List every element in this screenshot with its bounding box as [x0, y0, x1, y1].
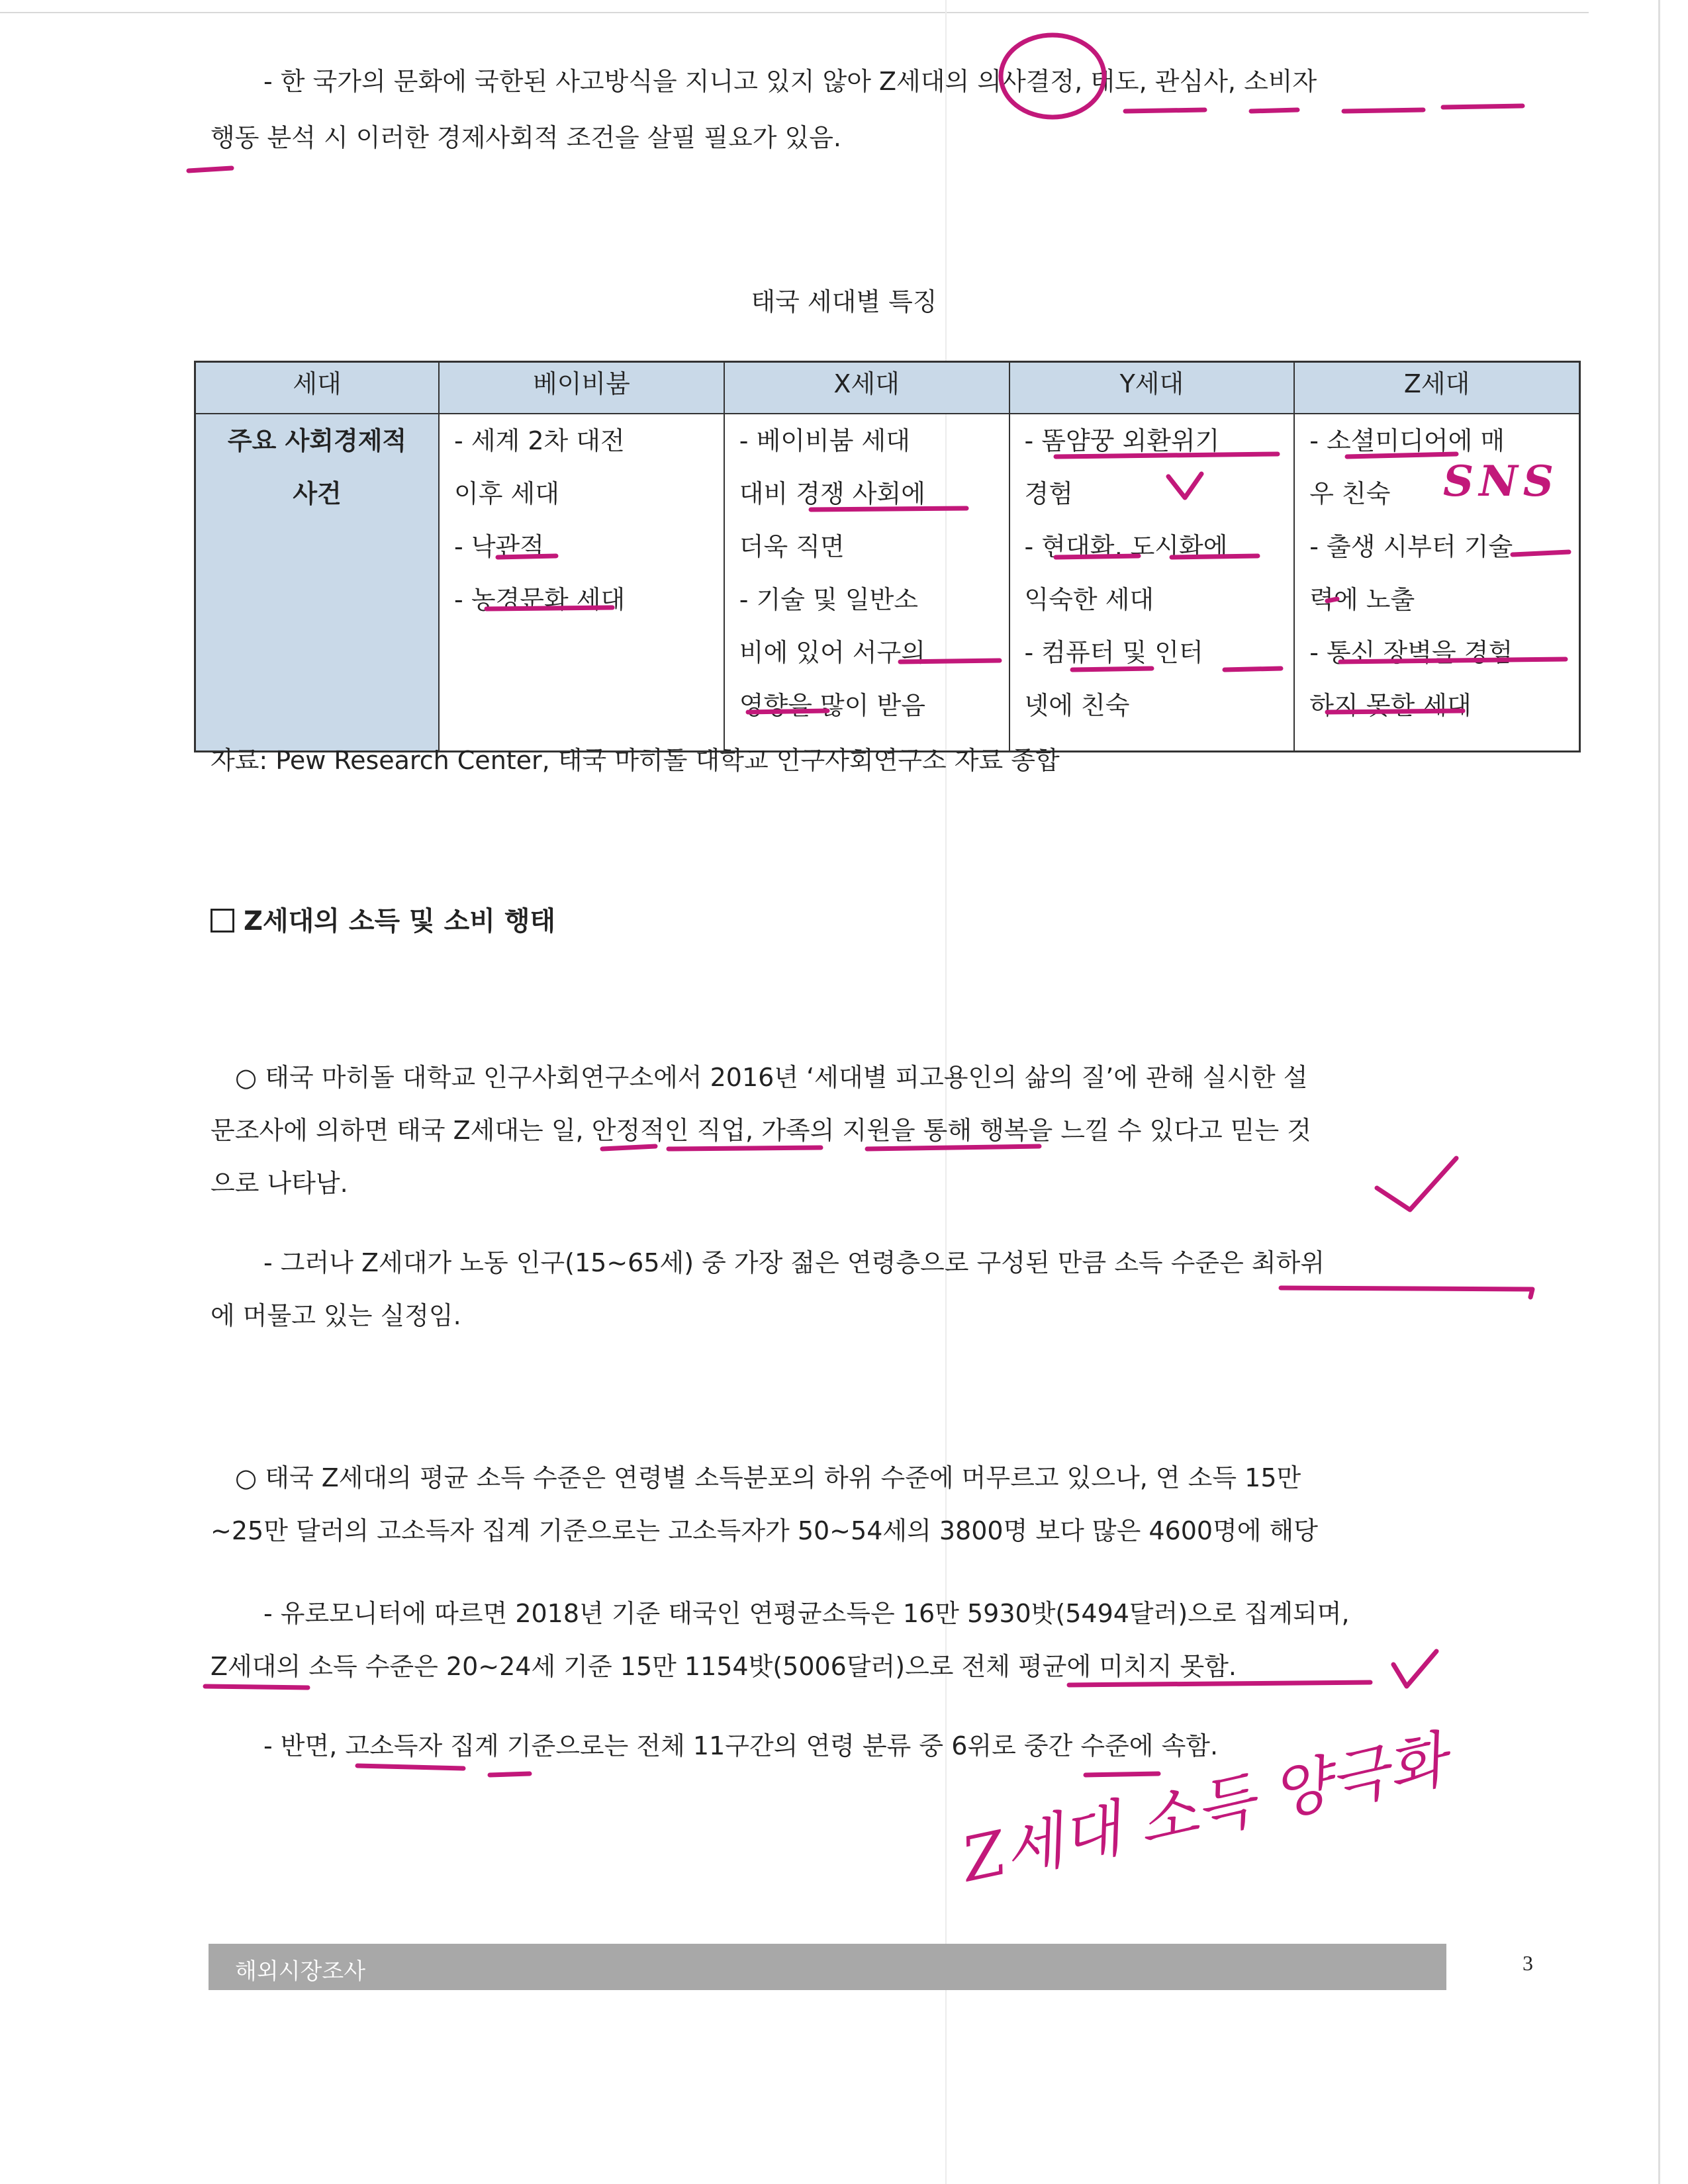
paragraph-line: 문조사에 의하면 태국 Z세대는 일, 안정적인 직업, 가족의 지원을 통해 행복을 느낄 수 있다고 믿는 것: [211, 1116, 1311, 1145]
cell-line: - 똠얌꿍 외환위기: [1024, 426, 1220, 455]
paragraph-line: 으로 나타남.: [211, 1169, 348, 1198]
handwritten-note-bottom: Z세대 소득 양극화: [956, 1723, 1453, 1896]
underline-mark: [867, 1146, 1039, 1149]
paragraph-line: ○ 태국 Z세대의 평균 소득 수준은 연령별 소득분포의 하위 수준에 머무르고 있으나, 연 소득 15만: [235, 1463, 1301, 1492]
section-heading: [211, 900, 555, 938]
header-generation: 세대: [195, 362, 440, 414]
cell-gen-x: [724, 414, 1009, 752]
underline-mark: [357, 1766, 530, 1775]
row-header-events: [195, 414, 440, 752]
cell-line: 경험: [1024, 479, 1073, 508]
table-row: [195, 414, 1580, 752]
underline-mark: [1443, 106, 1523, 107]
underline-mark: [669, 1148, 821, 1149]
underline-mark: [1251, 110, 1297, 111]
scan-right-edge: [1658, 0, 1660, 2184]
paragraph-line: Z세대의 소득 수준은 20~24세 기준 15만 1154밧(5006달러)으로 전체 평균에 미치지 못함.: [211, 1652, 1237, 1681]
footer-label: 해외시장조사: [235, 1959, 366, 1984]
footer-bar: [209, 1944, 1446, 1990]
cell-line: 영향을 많이 받음: [739, 691, 925, 720]
cell-line: 력에 노출: [1309, 585, 1415, 614]
cell-line: 익숙한 세대: [1024, 585, 1154, 614]
underline-mark: [602, 1146, 655, 1149]
header-gen-x: X세대: [724, 362, 1009, 414]
underline-mark: [1281, 1288, 1532, 1297]
cell-line: - 통신 장벽을 경험: [1309, 638, 1513, 667]
intro-line-1: - 한 국가의 문화에 국한된 사고방식을 지니고 있지 않아 Z세대의 의사결정, 태도, 관심사, 소비자: [263, 67, 1317, 96]
intro-line-2: 행동 분석 시 이러한 경제사회적 조건을 살필 필요가 있음.: [211, 123, 841, 152]
table-caption: 태국 세대별 특징: [751, 287, 937, 316]
cell-line: 이후 세대: [454, 479, 559, 508]
cell-line: [454, 691, 709, 744]
check-mark: [1377, 1158, 1456, 1210]
cell-line: 대비 경쟁 사회에: [739, 479, 925, 508]
paragraph-line: ~25만 달러의 고소득자 집계 기준으로는 고소득자가 50~54세의 3800명 보다 많은 4600명에 해당: [211, 1516, 1318, 1545]
cell-line: 넷에 친숙: [1024, 691, 1130, 720]
handwritten-note-sns: SNS: [1443, 457, 1559, 506]
scan-top-edge: [0, 12, 1589, 13]
paragraph-line: ○ 태국 마히돌 대학교 인구사회연구소에서 2016년 ‘세대별 피고용인의 삶의 질’에 관해 실시한 설: [235, 1063, 1308, 1092]
page-number: 3: [1523, 1951, 1533, 1975]
cell-line: - 소셜미디어에 매: [1309, 426, 1505, 455]
paragraph-line: - 유로모니터에 따르면 2018년 기준 태국인 연평균소득은 16만 5930밧(5494달러)으로 집계되며,: [263, 1599, 1350, 1628]
check-mark: [1393, 1651, 1436, 1686]
paragraph-line: - 그러나 Z세대가 노동 인구(15~65세) 중 가장 젊은 연령층으로 구성된 만큼 소득 수준은 최하위: [263, 1248, 1325, 1277]
paragraph-line: 에 머물고 있는 실정임.: [211, 1301, 461, 1330]
cell-line: - 기술 및 일반소: [739, 585, 918, 614]
cell-babyboom: [439, 414, 724, 752]
cell-line: - 베이비붐 세대: [739, 426, 910, 455]
cell-line: - 낙관적: [454, 532, 544, 561]
header-gen-z: Z세대: [1294, 362, 1579, 414]
underline-mark: [1125, 110, 1205, 111]
row-header-line: 사건: [293, 479, 342, 508]
underline-mark: [205, 1686, 308, 1688]
cell-line: 우 친숙: [1309, 479, 1391, 508]
cell-line: - 세계 2차 대전: [454, 426, 625, 455]
header-gen-y: Y세대: [1009, 362, 1295, 414]
section-title: Z세대의 소득 및 소비 행태: [244, 906, 556, 936]
table-source: 자료: Pew Research Center, 태국 마히돌 대학교 인구사회연구소 자료 종합: [211, 746, 1060, 775]
row-header-line: 주요 사회경제적: [227, 426, 407, 455]
cell-line: - 농경문화 세대: [454, 585, 626, 614]
checkbox-icon: [211, 909, 234, 933]
table-header-row: [195, 362, 1580, 414]
cell-line: - 컴퓨터 및 인터: [1024, 638, 1203, 667]
cell-line: - 현대화, 도시화에: [1024, 532, 1228, 561]
cell-line: 하지 못한 세대: [1309, 691, 1472, 720]
cell-line: 비에 있어 서구의: [739, 638, 925, 667]
cell-line: 더욱 직면: [739, 532, 845, 561]
paragraph-line: - 반면, 고소득자 집계 기준으로는 전체 11구간의 연령 분류 중 6위로 중간 수준에 속함.: [263, 1731, 1219, 1760]
generation-table: [194, 361, 1581, 752]
header-babyboom: 베이비붐: [439, 362, 724, 414]
underline-mark: [189, 168, 232, 171]
underline-mark: [1069, 1682, 1370, 1685]
cell-line: [454, 638, 709, 691]
cell-line: - 출생 시부터 기술: [1309, 532, 1513, 561]
cell-gen-y: [1009, 414, 1295, 752]
underline-mark: [1344, 110, 1423, 111]
